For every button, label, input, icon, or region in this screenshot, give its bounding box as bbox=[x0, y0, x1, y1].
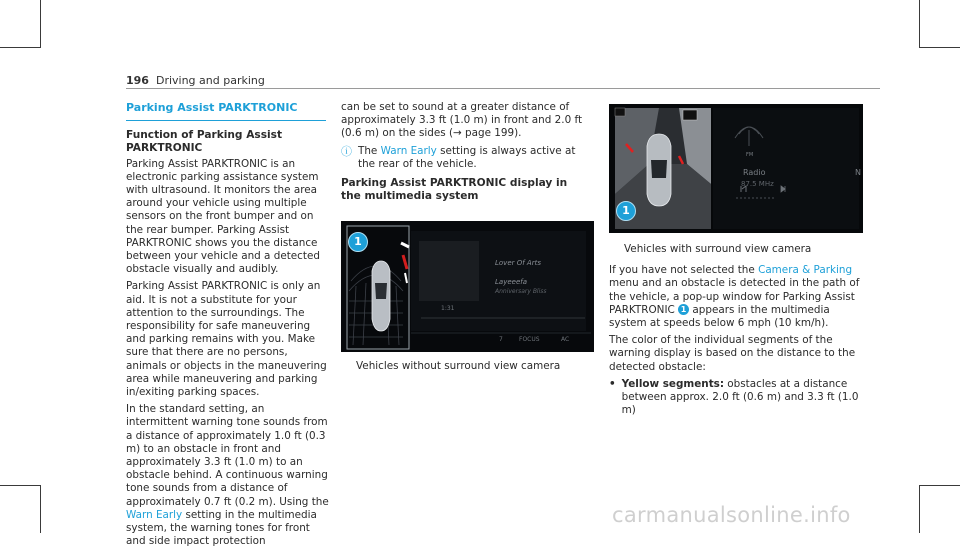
paragraph: can be set to sound at a greater distance of approximately 3.3 ft (1.0 m) in front and 2.0 ft (0.6 m) on the sides (→ page 199). bbox=[341, 101, 583, 140]
focus-label: FOCUS bbox=[519, 336, 540, 343]
figure-caption: Vehicles without surround view camera bbox=[356, 360, 561, 372]
crop-mark bbox=[40, 0, 41, 48]
subheading: Function of Parking Assist PARKTRONIC bbox=[126, 129, 283, 155]
song-title: Lover Of Arts bbox=[495, 259, 541, 267]
paragraph: If you have not selected the Camera & Parking menu and an obstacle is detected in the path of the vehicle, a pop-up window for Parking Assist PARKTRONIC 1 appears in the multimedia system at speeds below 6 mph (10 km/h). bbox=[609, 264, 860, 330]
crop-mark bbox=[0, 485, 41, 486]
paragraph: In the standard setting, an intermittent warning tone sounds from a distance of approximately 1.0 ft (0.3 m) to an obstacle in front and approximately 3.3 ft (1.0 m) to an obstacle behind. A continuous warning tone sounds from a distance of approximately 0.7 ft (0.2 m). Using the Warn Early setting in the multimedia system, the warning tones for front and side impact protection bbox=[126, 403, 329, 548]
crop-mark bbox=[919, 485, 960, 486]
artist-name: Layeeefa bbox=[495, 278, 528, 286]
note bbox=[341, 145, 594, 171]
radio-frequency: 87.5 MHz bbox=[741, 180, 774, 188]
column-1 bbox=[126, 101, 329, 553]
bullet-icon: • bbox=[609, 377, 616, 390]
header-rule bbox=[126, 88, 880, 89]
ui-term: Warn Early bbox=[126, 508, 183, 521]
chapter-title: Driving and parking bbox=[155, 74, 265, 87]
crop-mark bbox=[919, 47, 960, 48]
paragraph: Parking Assist PARKTRONIC is an electronic parking assistance system with ultrasound. It monitors the area around your vehicle using multiple sensors on the front bumper and on the rear bumper. Parking Assist PARKTRONIC shows you the distance between your vehicle and a detected obstacle visually and audibly. bbox=[126, 157, 320, 276]
page-number: 196 bbox=[126, 74, 149, 87]
track-time: 1:31 bbox=[441, 305, 455, 312]
crop-mark bbox=[919, 0, 920, 48]
multimedia-screen-image bbox=[341, 221, 594, 352]
fm-label: FM bbox=[746, 152, 754, 158]
surround-view-screen-image bbox=[609, 104, 863, 233]
column-2 bbox=[341, 101, 594, 205]
album-name: Anniversary Bliss bbox=[495, 288, 547, 295]
parktronic-display-illustration bbox=[341, 221, 594, 352]
surround-view-illustration bbox=[609, 104, 863, 233]
status-value: 7 bbox=[499, 336, 503, 343]
ui-term: Warn Early bbox=[380, 144, 437, 157]
list-item-text: Yellow segments: obstacles at a distance between approx. 2.0 ft (0.6 m) and 3.3 ft (1.0 m) bbox=[621, 377, 859, 417]
subheading: Parking Assist PARKTRONIC display in the multimedia system bbox=[341, 177, 568, 203]
paragraph: Parking Assist PARKTRONIC is only an aid. It is not a substitute for your attention to the surroundings. The responsibility for safe maneuvering and parking remains with you. Make sure that there are no persons, animals or objects in the maneuvering area while maneuvering and parking in/exiting parking spaces. bbox=[126, 280, 327, 399]
list-item-label: Yellow segments: bbox=[621, 377, 724, 390]
list-item bbox=[609, 378, 864, 418]
watermark: carmanualsonline.info bbox=[612, 503, 851, 527]
crop-mark bbox=[919, 485, 920, 533]
caption-1 bbox=[341, 360, 594, 383]
figure-caption: Vehicles with surround view camera bbox=[624, 243, 812, 255]
callout-1-badge: 1 bbox=[348, 232, 368, 252]
ac-label: AC bbox=[561, 336, 570, 343]
edge-letter: N bbox=[855, 168, 861, 177]
note-text: The Warn Early setting is always active at the rear of the vehicle. bbox=[358, 144, 576, 170]
crop-mark bbox=[0, 47, 41, 48]
callout-1-badge: 1 bbox=[678, 304, 689, 315]
callout-1-badge: 1 bbox=[616, 201, 636, 221]
info-icon: ⓘ bbox=[341, 144, 352, 158]
radio-label: Radio bbox=[743, 168, 766, 177]
paragraph: The color of the individual segments of the warning display is based on the distance to the detected obstacle: bbox=[609, 334, 856, 373]
section-rule bbox=[126, 120, 326, 121]
column-3 bbox=[609, 243, 864, 417]
crop-mark bbox=[40, 485, 41, 533]
running-header bbox=[126, 74, 265, 87]
ui-term: Camera & Parking bbox=[758, 264, 853, 277]
section-title: Parking Assist PARKTRONIC bbox=[126, 101, 298, 114]
